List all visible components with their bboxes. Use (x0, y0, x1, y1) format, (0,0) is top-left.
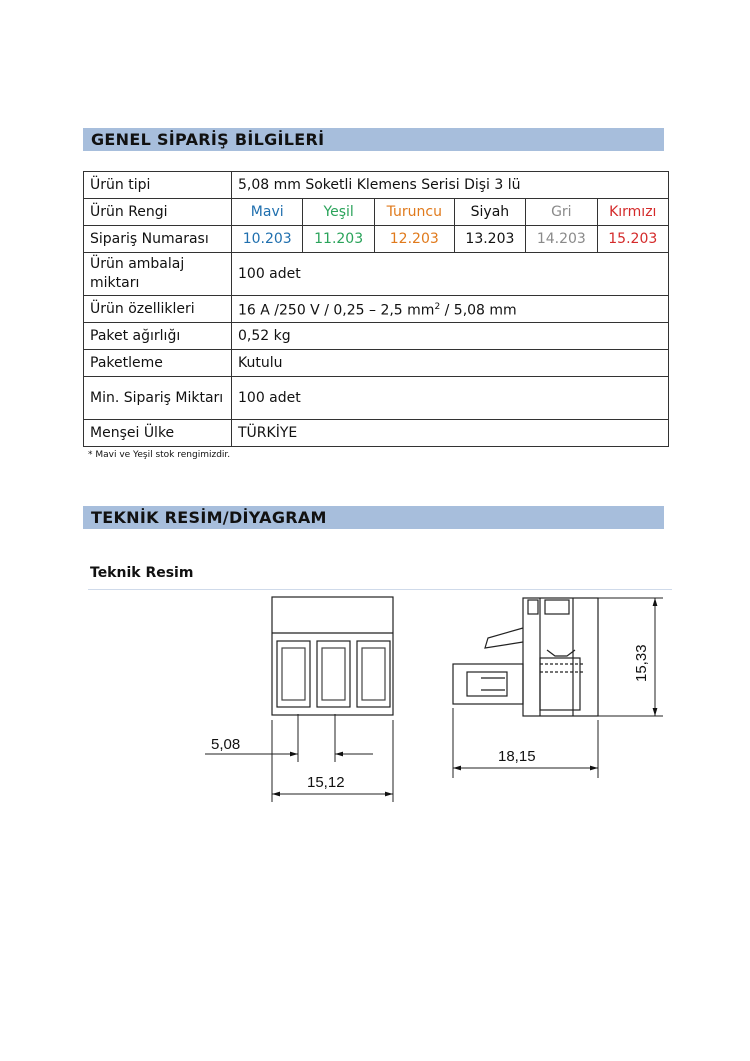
min-order-value: 100 adet (232, 377, 669, 420)
section-title-general: GENEL SİPARİŞ BİLGİLERİ (91, 130, 325, 149)
table-row (84, 377, 669, 420)
stock-note: * Mavi ve Yeşil stok rengimizdir. (88, 450, 231, 460)
row-label-min-order: Min. Sipariş Miktarı (84, 377, 232, 420)
table-row (84, 199, 669, 226)
features-value (232, 296, 669, 323)
section-header-general (83, 128, 664, 151)
color-name-green: Yeşil (303, 199, 374, 226)
table-row (84, 172, 669, 199)
section-title-technical: TEKNİK RESİM/DİYAGRAM (91, 508, 327, 527)
dim-width-label: 15,12 (307, 774, 345, 791)
order-code-black: 13.203 (454, 226, 525, 253)
color-name-red: Kırmızı (597, 199, 668, 226)
row-label-product-type: Ürün tipi (84, 172, 232, 199)
color-name-blue: Mavi (232, 199, 303, 226)
order-info-table (83, 171, 669, 447)
technical-drawing (195, 590, 675, 810)
order-code-blue: 10.203 (232, 226, 303, 253)
color-name-grey: Gri (526, 199, 597, 226)
packing-value: Kutulu (232, 350, 669, 377)
order-code-grey: 14.203 (526, 226, 597, 253)
packaging-qty-value: 100 adet (232, 253, 669, 296)
row-label-color: Ürün Rengi (84, 199, 232, 226)
origin-value: TÜRKİYE (232, 420, 669, 447)
table-row (84, 350, 669, 377)
table-row (84, 420, 669, 447)
order-code-red: 15.203 (597, 226, 668, 253)
features-text-tail: / 5,08 mm (440, 302, 517, 319)
table-row (84, 226, 669, 253)
order-code-green: 11.203 (303, 226, 374, 253)
color-name-orange: Turuncu (374, 199, 454, 226)
dim-height-label: 15,33 (633, 644, 650, 682)
order-code-orange: 12.203 (374, 226, 454, 253)
weight-value: 0,52 kg (232, 323, 669, 350)
row-label-origin: Menşei Ülke (84, 420, 232, 447)
dimension-lines (205, 598, 663, 802)
color-name-black: Siyah (454, 199, 525, 226)
row-label-packaging-qty: Ürün ambalaj miktarı (84, 253, 232, 296)
row-label-weight: Paket ağırlığı (84, 323, 232, 350)
row-label-features: Ürün özellikleri (84, 296, 232, 323)
dim-depth-label: 18,15 (498, 748, 536, 765)
table-row (84, 253, 669, 296)
front-view (272, 597, 393, 715)
side-view (453, 598, 598, 716)
product-type-value: 5,08 mm Soketli Klemens Serisi Dişi 3 lü (232, 172, 669, 199)
table-row (84, 296, 669, 323)
table-row (84, 323, 669, 350)
row-label-packing: Paketleme (84, 350, 232, 377)
features-text: 16 A /250 V / 0,25 – 2,5 mm (238, 302, 435, 319)
drawing-subheading: Teknik Resim (90, 565, 194, 581)
section-header-technical (83, 506, 664, 529)
row-label-order-number: Sipariş Numarası (84, 226, 232, 253)
features-superscript: 2 (434, 301, 441, 312)
dim-pitch-label: 5,08 (211, 736, 241, 753)
